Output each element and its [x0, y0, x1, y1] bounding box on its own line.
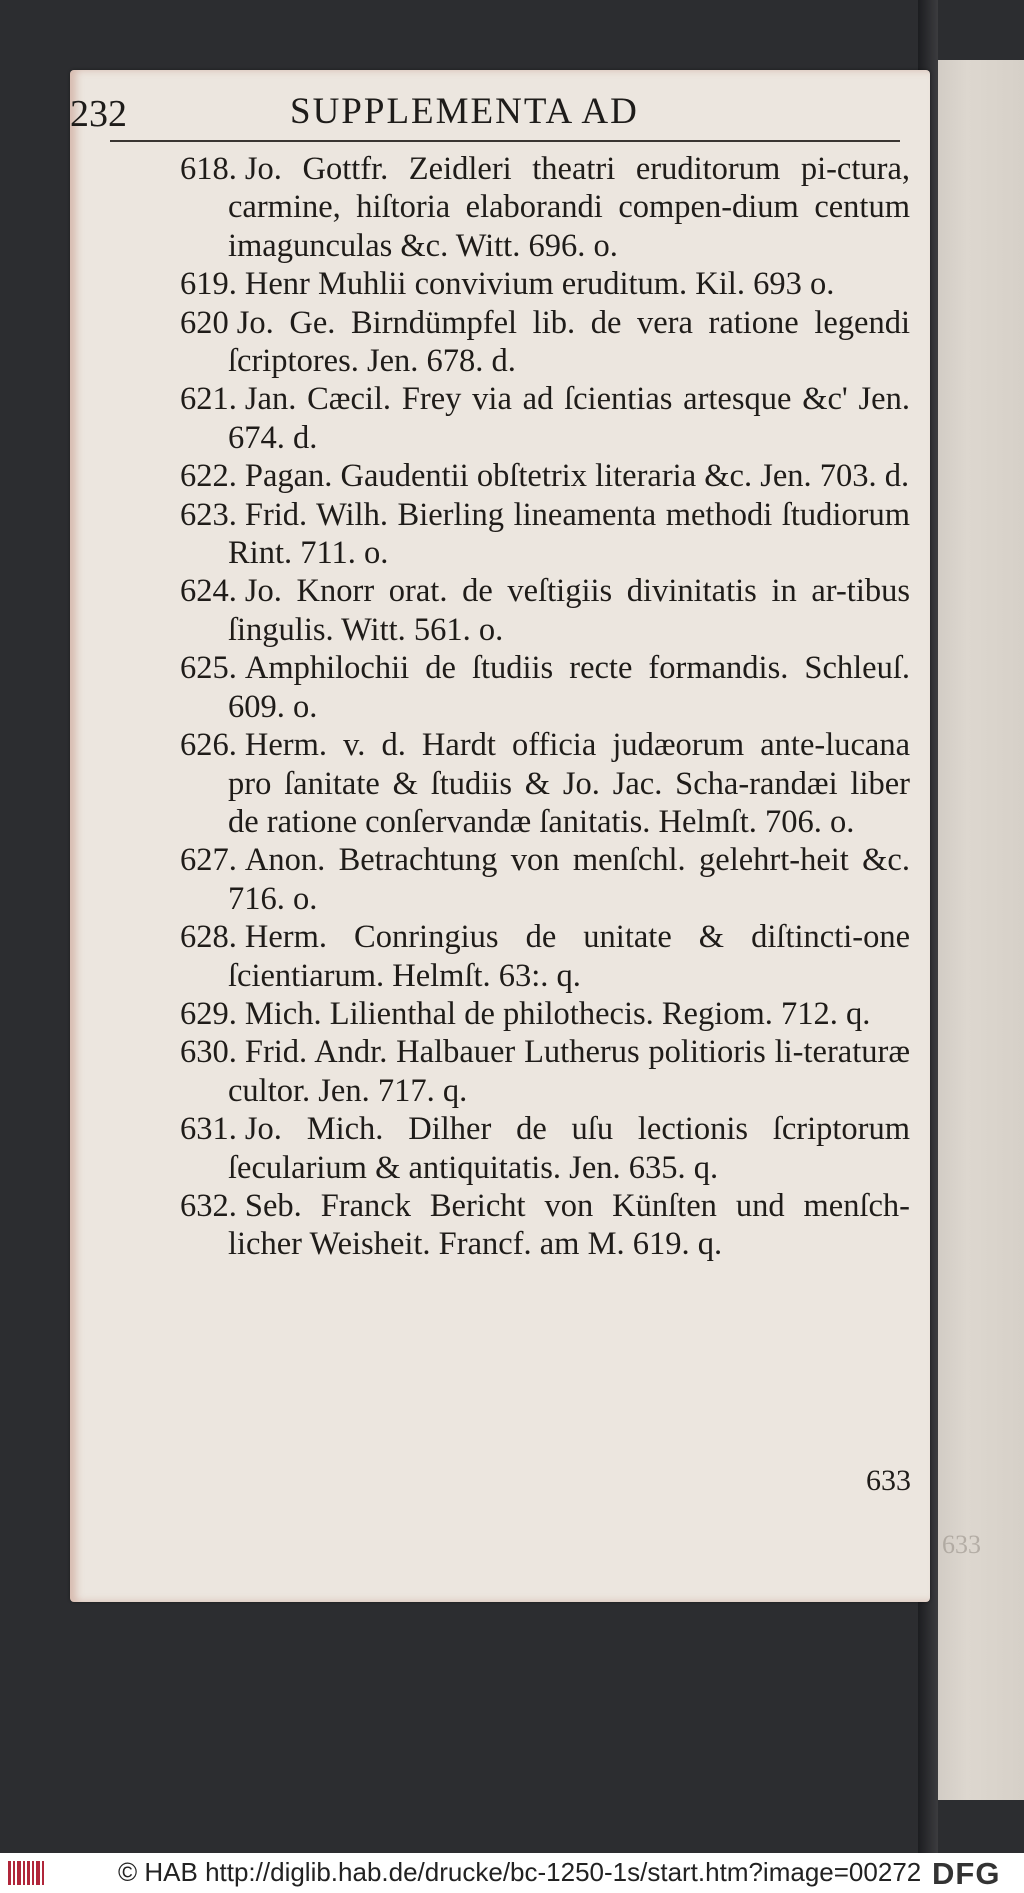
entry-text: Pagan. Gaudentii obſtetrix literaria &c. Jen. 703. d. — [244, 458, 910, 495]
entry-text: Jan. Cæcil. Frey via ad ſcientias artesque &c' Jen. 674. d. — [228, 381, 910, 456]
entry-text: Frid. Andr. Halbauer Lutherus politioris li-teraturæ cultor. Jen. 717. q. — [228, 1034, 910, 1109]
entry-text: Jo. Mich. Dilher de uſu lectionis ſcriptorum ſecularium & antiquitatis. Jen. 635. q. — [228, 1111, 910, 1186]
entry-number: 619. — [180, 266, 237, 303]
entry-text: Mich. Lilienthal de philothecis. Regiom. 712. q. — [244, 995, 871, 1032]
entry-621 — [180, 380, 910, 457]
entry-number: 621. — [180, 381, 237, 418]
entry-text: Amphilochii de ſtudiis recte formandis. Schleuſ. 609. o. — [228, 650, 910, 725]
entry-text: Herm. Conringius de unitate & diſtincti-one ſcientiarum. Helmſt. 63:. q. — [228, 919, 910, 994]
entry-622 — [180, 457, 910, 495]
entry-number: 630. — [180, 1034, 237, 1071]
header-rule — [110, 140, 900, 142]
entry-number: 626. — [180, 727, 237, 764]
dfg-logo: DFG — [932, 1856, 1001, 1891]
entry-629 — [180, 995, 910, 1033]
entry-number: 623. — [180, 496, 237, 533]
entry-627 — [180, 841, 910, 918]
entry-624 — [180, 572, 910, 649]
entry-618 — [180, 150, 910, 265]
entry-text: Frid. Wilh. Bierling lineamenta methodi ſtudiorum Rint. 711. o. — [228, 496, 910, 572]
entry-number: 625. — [180, 650, 237, 687]
entry-625 — [180, 649, 910, 726]
facing-page-edge — [930, 60, 1024, 1800]
facing-page-bleed-through: 633 — [942, 1530, 981, 1559]
entry-number: 628. — [180, 919, 237, 956]
entry-620 — [180, 304, 910, 381]
entry-number: 624. — [180, 573, 237, 610]
entry-number: 618. — [180, 151, 237, 187]
entry-number: 620 — [180, 304, 229, 341]
footer-bar — [0, 1853, 1024, 1893]
entry-number: 632. — [180, 1187, 237, 1224]
hab-barcode-logo-icon — [8, 1859, 46, 1887]
entry-number: 622. — [180, 458, 237, 495]
entry-628 — [180, 918, 910, 995]
entry-text: Jo. Gottfr. Zeidleri theatri eruditorum pi-ctura, carmine, hiſtoria elaborandi compen-dium centum imagunculas &c. Witt. 696. o. — [228, 151, 910, 264]
entry-number: 627. — [180, 842, 237, 879]
entry-text: Herm. v. d. Hardt officia judæorum ante-lucana pro ſanitate & ſtudiis & Jo. Jac. Scha-randæi liber de ratione conſervandæ ſanitatis. Helmſt. 706. o. — [228, 727, 910, 840]
entry-619 — [180, 265, 910, 303]
catchword: 633 — [866, 1464, 911, 1497]
entry-text: Anon. Betrachtung von menſchl. gelehrt-heit &c. 716. o. — [228, 842, 910, 917]
copyright-link[interactable]: © HAB http://diglib.hab.de/drucke/bc-1250-1s/start.htm?image=00272 — [118, 1857, 922, 1887]
entry-630 — [180, 1033, 910, 1110]
entry-text: Jo. Knorr orat. de veſtigiis divinitatis in ar-tibus ſingulis. Witt. 561. o. — [228, 573, 910, 648]
entry-623 — [180, 496, 910, 573]
entry-number: 629. — [180, 995, 237, 1032]
entry-626 — [180, 726, 910, 841]
bibliography-list — [180, 150, 910, 1264]
entry-text: Seb. Franck Bericht von Künſten und menſch-licher Weisheit. Francf. am M. 619. q. — [228, 1187, 910, 1263]
entry-text: Henr Muhlii convivium eruditum. Kil. 693 o. — [244, 266, 835, 303]
running-title: SUPPLEMENTA AD — [290, 91, 639, 132]
entry-632 — [180, 1187, 910, 1264]
page-number: 232 — [70, 93, 127, 135]
entry-number: 631. — [180, 1111, 237, 1148]
entry-text: Jo. Ge. Birndümpfel lib. de vera ratione legendi ſcriptores. Jen. 678. d. — [228, 304, 910, 380]
entry-631 — [180, 1110, 910, 1187]
